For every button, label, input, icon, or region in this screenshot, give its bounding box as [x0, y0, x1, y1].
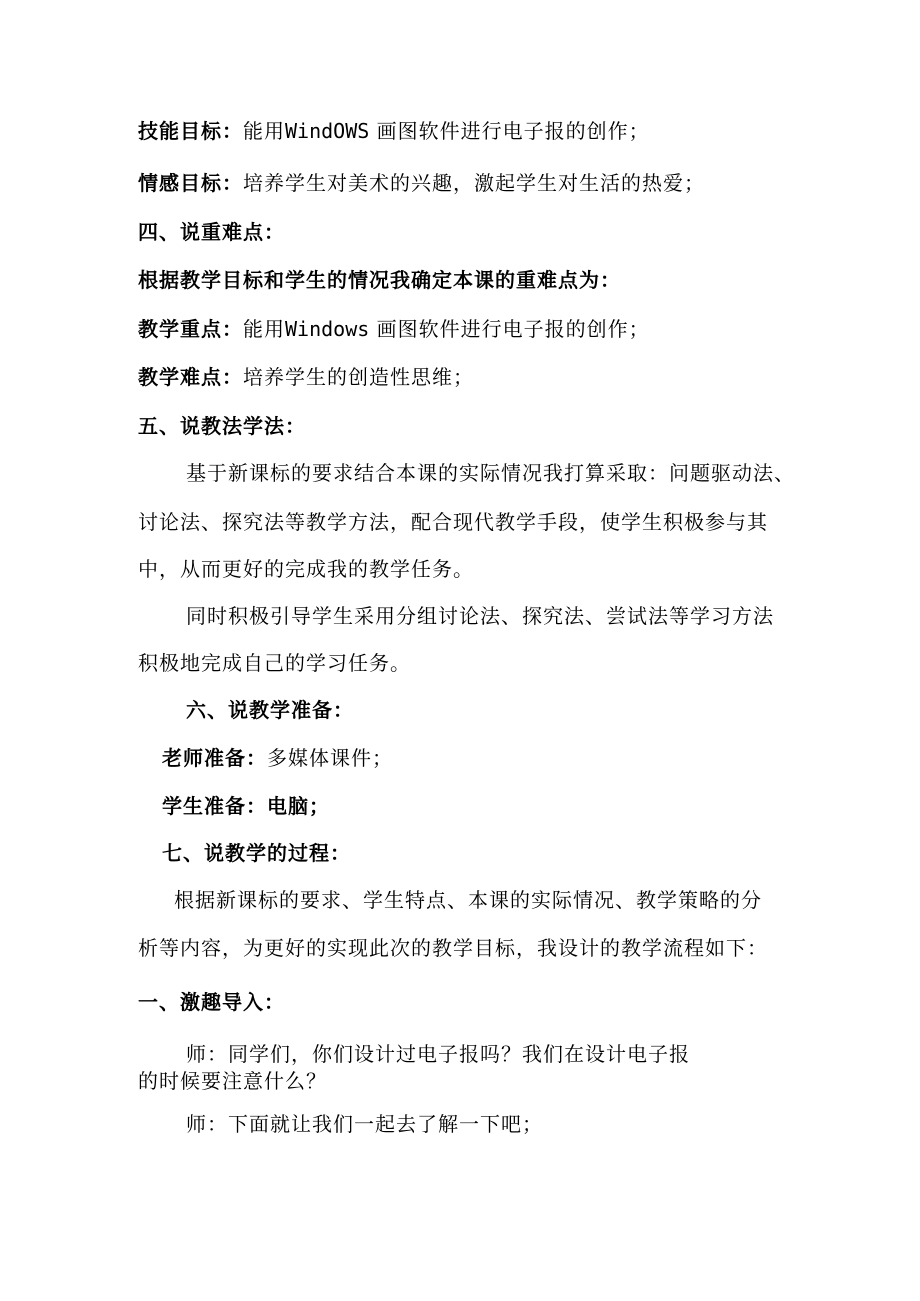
teacher-prep-line [162, 745, 393, 771]
section5-para1-line3: 中，从而更好的完成我的教学任务。 [138, 557, 474, 581]
dialogue1-line1: 师：同学们，你们设计过电子报吗？我们在设计电子报 [186, 1042, 690, 1066]
difficult-point-line [138, 364, 474, 390]
teacher-prep-text: 多媒体课件； [267, 746, 393, 770]
dialogue1-line2: 的时候要注意什么？ [138, 1069, 327, 1093]
dialogue2: 师：下面就让我们一起去了解一下吧； [186, 1112, 543, 1136]
section4-intro: 根据教学目标和学生的情况我确定本课的重难点为： [138, 268, 621, 292]
skill-goal-line [138, 118, 650, 144]
section5-para1-line1: 基于新课标的要求结合本课的实际情况我打算采取：问题驱动法、 [186, 461, 795, 485]
section7-para-line1: 根据新课标的要求、学生特点、本课的实际情况、教学策略的分 [174, 888, 762, 912]
emotion-goal-line [138, 170, 705, 196]
key-point-text-post: 画图软件进行电子报的创作； [376, 317, 650, 341]
key-point-text-pre: 能用 [243, 317, 285, 341]
student-prep-line [162, 793, 330, 819]
emotion-goal-label: 情感目标： [138, 171, 243, 195]
section5-para2-line1: 同时积极引导学生采用分组讨论法、探究法、尝试法等学习方法 [186, 604, 774, 628]
step1-heading: 一、激趣导入： [138, 990, 285, 1014]
section5-heading: 五、说教法学法： [138, 414, 306, 438]
skill-goal-text-post: 画图软件进行电子报的创作； [376, 119, 650, 143]
student-prep-text: 电脑； [267, 794, 330, 818]
key-point-line [138, 316, 650, 342]
section6-heading: 六、说教学准备： [186, 698, 354, 722]
section4-heading: 四、说重难点： [138, 220, 285, 244]
section7-para-line2: 析等内容，为更好的实现此次的教学目标，我设计的教学流程如下： [138, 936, 768, 960]
skill-goal-label: 技能目标： [138, 119, 243, 143]
section5-para1-line2: 讨论法、探究法等教学方法，配合现代教学手段，使学生积极参与其 [138, 510, 768, 534]
skill-goal-text-pre: 能用 [243, 119, 285, 143]
student-prep-label: 学生准备： [162, 794, 267, 818]
key-point-latin: Windows [285, 317, 370, 341]
difficult-point-label: 教学难点： [138, 365, 243, 389]
teacher-prep-label: 老师准备： [162, 746, 267, 770]
emotion-goal-text: 培养学生对美术的兴趣，激起学生对生活的热爱； [243, 171, 705, 195]
section7-heading: 七、说教学的过程： [162, 841, 351, 865]
skill-goal-latin: WindOWS [285, 119, 370, 143]
section5-para2-line2: 积极地完成自己的学习任务。 [138, 651, 411, 675]
difficult-point-text: 培养学生的创造性思维； [243, 365, 474, 389]
key-point-label: 教学重点： [138, 317, 243, 341]
